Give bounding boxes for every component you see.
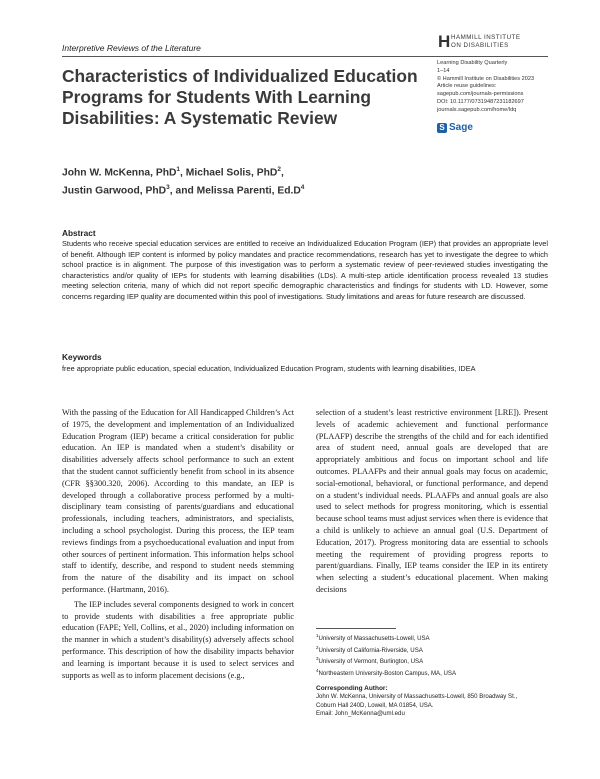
author-affiliation-mark: 1 [176,166,181,173]
author-name: Justin Garwood, PhD [62,185,167,197]
author-name: Melissa Parenti, Ed.D [196,185,301,197]
author-name: John W. McKenna, PhD [62,167,177,179]
author-affiliation-mark: 2 [277,166,281,173]
affiliation-number: 2 [316,644,319,650]
section-label: Interpretive Reviews of the Literature [62,43,201,53]
affiliation-text: Northeastern University-Boston Campus, MA, USA [318,669,457,677]
abstract-heading: Abstract [62,228,96,238]
author-separator: , [180,167,186,179]
body-paragraph: The IEP includes several components designed to work in concert to provide students with disabilities a free appropriate public education (FAPE; Yell, Collins, et al., 2020) including information on the manner in which a student’s disability(s) adversely affects school performance. This description of how the disability impacts behavior and learning is important because it is used to select services and supports as well as to inform placement decisions (e.g., [62,599,294,680]
corresponding-author-line: Coburn Hall 240D, Lowell, MA 01854, USA. [316,701,434,709]
corresponding-author-heading: Corresponding Author: [316,684,388,692]
affiliation-item [316,644,548,656]
author-separator: , and [169,185,197,197]
logo-line-2: ON DISABILITIES [451,42,509,49]
header-rule [62,56,548,57]
affiliation-item [316,667,548,679]
body-column-left [62,407,294,681]
body-column-right [316,407,548,596]
hammill-logo-icon: H [438,32,451,51]
author-affiliation-mark: 4 [300,184,305,192]
logo-text [451,34,520,50]
corresponding-author-line: John W. McKenna, University of Massachusetts-Lowell, 850 Broadway St., [316,693,518,701]
body-paragraph: With the passing of the Education for All Handicapped Children’s Act of 1975, the development and implementation of an Individualized Education Program (IEP) became a critical consideration for public education. An IEP is mandated when a student’s disability or disabilities adversely affects school performance to such an extent that the student cannot sufficiently benefit from school in its absence (CFR §§300.320, 2006). According to this mandate, an IEP is developed through a collaborative process performed by a multi-disciplinary team consisting of parents/guardians and educational professionals, including teachers, administrators, and specialists, including a school psychologist. During this process, the IEP team reviews findings from a psychoeducational evaluation and input from other sources of pertinent information. This information helps school staff to identify, describe, and respond to student needs stemming from the nature of the disability and its impact on school performance. (Hartmann, 2016). [62,408,294,594]
sage-logo [437,122,473,133]
body-paragraph: selection of a student’s least restrictive environment [LRE]). Present levels of academic achievement and functional performance (PLAAFP) describe the strengths of the child and for each identified area of student need, annual goals are developed that are appropriately ambitious and focus on important school and life outcomes. PLAAFPs and their annual goals may focus on academic, social-emotional, behavioral, or functional performance, and depend on a student’s individual needs. PLAAFPs and annual goals are also used to select methods for progress monitoring, which is essential because school teams must adjust services when there is evidence that a child is unlikely to achieve an annual goal (U.S. Department of Education, 2017). Progress monitoring data are essential to schools meeting the requirement of providing progress reports to parent/guardians. Finally, IEP teams consider the IEP in its entirety when selecting a student’s educational placement. When making decisions [316,408,548,594]
page-range: 1–14 [437,67,450,74]
sage-wordmark: Sage [449,122,473,133]
footnote-rule [316,628,396,629]
affiliation-item [316,632,548,644]
affiliation-item [316,655,548,667]
affiliation-text: University of Massachusetts-Lowell, USA [318,635,430,643]
affiliation-number: 1 [316,633,319,638]
doi[interactable]: DOI: 10.1177/07319487231182697 [437,98,524,105]
keywords-text: free appropriate public education, special education, Individualized Education Program, students with learning disabilities, IDEA [62,364,476,373]
footnotes [316,632,548,719]
affiliation-text: University of California-Riverside, USA [318,646,423,654]
author-affiliation-mark: 3 [166,184,170,192]
sage-icon: S [437,123,447,133]
keywords-heading: Keywords [62,352,102,362]
logo-line-1: HAMMILL INSTITUTE [451,34,521,41]
affiliation-text: University of Vermont, Burlington, USA [318,658,424,666]
article-title: Characteristics of Individualized Education Programs for Students With Learning Disabilities: A Systematic Review [62,66,418,128]
corresponding-author-email[interactable]: Email: John_McKenna@uml.edu [316,710,405,718]
permissions-link[interactable]: sagepub.com/journals-permissions [437,91,524,98]
journal-name: Learning Disability Quarterly [437,60,508,66]
journal-meta [437,60,562,115]
journal-home-link[interactable]: journals.sagepub.com/home/ldq [437,106,517,113]
publisher-logo [438,33,553,55]
copyright: © Hammill Institute on Disabilities 2023 [437,75,535,82]
affiliation-number: 3 [316,656,319,662]
author-list [62,162,422,199]
reuse-guidelines: Article reuse guidelines: [437,83,497,90]
author-name: Michael Solis, PhD [185,167,278,179]
affiliation-number: 4 [316,667,319,673]
abstract-text: Students who receive special education services are entitled to receive an Individualized Education Program (IEP) that provides an appropriate level of benefit. Although IEP content is informed by policy mandates and practice recommendations, research has yet to investigate the degree to which school practice is in alignment. The purpose of this investigation was to perform a systematic review of peer-reviewed studies investigating the characteristics and/or quality of IEPs for students with learning disabilities (LDs). A multi-step article identification process revealed 13 studies meeting selection criteria, many of which did not report specific demographic characteristics and findings for students with LD. However, some concerns regarding IEP quality are documented within this pool of investigations. Study limitations and areas for future research are discussed. [62,239,548,301]
author-separator: , [280,167,284,179]
